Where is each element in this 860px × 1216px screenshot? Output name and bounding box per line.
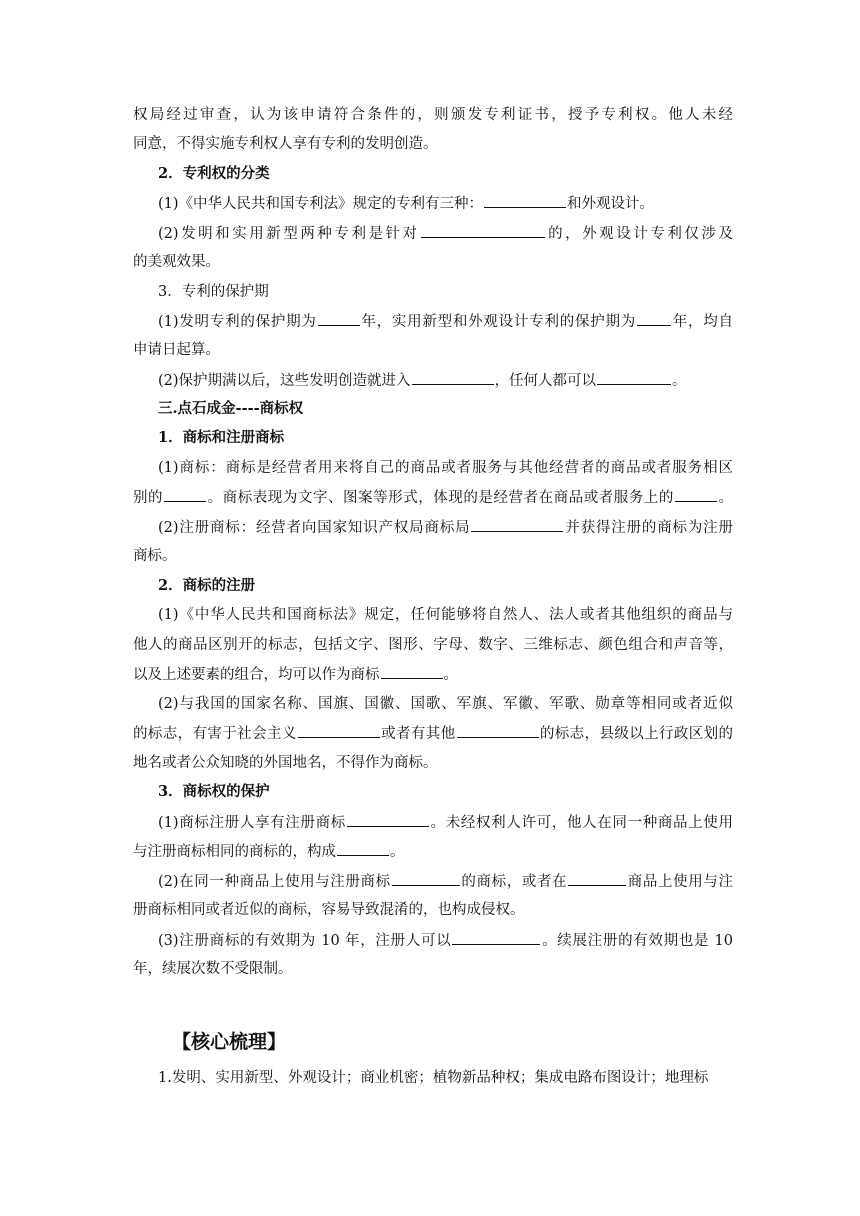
fill-in-item: (2)保护期满以后，这些发明创造就进入 ，任何人都可以 。 <box>158 370 758 391</box>
fill-in-item: (1)《中华人民共和国商标法》规定，任何能够将自然人、法人或者其他组织的商品与 <box>158 607 733 623</box>
paragraph-line: 他人的商品区别开的标志，包括文字、图形、字母、数字、三维标志、颜色组合和声音等， <box>133 637 733 653</box>
fill-in-item: (1)商标：商标是经营者用来将自己的商品或者服务与其他经营者的商品或者服务相区 <box>158 460 733 476</box>
fill-in-item: (2)注册商标：经营者向国家知识产权局商标局 并获得注册的商标为注册 <box>158 517 733 538</box>
answer-blank <box>597 370 671 385</box>
fill-in-item: (1)发明专利的保护期为 年，实用新型和外观设计专利的保护期为 年，均自 <box>158 311 733 332</box>
paragraph-line: 年，续展次数不受限制。 <box>133 961 293 977</box>
subheading-trademark-protection: 3．商标权的保护 <box>158 783 270 800</box>
subheading-patent-types: 2．专利权的分类 <box>158 165 270 182</box>
answer-blank <box>164 487 206 502</box>
fill-in-item: (2)与我国的国家名称、国旗、国徽、国歌、军旗、军徽、军歌、勋章等相同或者近似 <box>158 696 733 712</box>
paragraph-line: 同意，不得实施专利权人享有专利的发明创造。 <box>133 136 438 152</box>
fill-in-item: (2)在同一种商品上使用与注册商标 的商标，或者在 商品上使用与注 <box>158 871 733 892</box>
paragraph-line: 商标。 <box>133 548 177 564</box>
fill-in-item: (1)《中华人民共和国专利法》规定的专利有三种： 和外观设计。 <box>158 193 758 214</box>
answer-blank <box>452 930 540 945</box>
answer-blank <box>421 223 545 238</box>
subheading-patent-term: 3．专利的保护期 <box>158 284 269 300</box>
paragraph-line: 册商标相同或者近似的商标，容易导致混淆的，也构成侵权。 <box>133 902 525 918</box>
answer-blank <box>484 193 566 208</box>
answer-blank <box>675 487 717 502</box>
answer-blank <box>298 723 380 738</box>
answer-blank <box>637 311 671 326</box>
paragraph-line: 的美观效果。 <box>133 254 220 270</box>
fill-in-item: 与注册商标相同的商标的，构成 。 <box>133 841 733 862</box>
answer-blank <box>381 664 443 679</box>
answer-blank <box>337 841 389 856</box>
answer-blank <box>347 812 429 827</box>
paragraph-line: 权局经过审查，认为该申请符合条件的，则颁发专利证书，授予专利权。他人未经 <box>133 107 733 123</box>
subheading-trademark-registered: 1．商标和注册商标 <box>158 429 285 446</box>
answer-blank <box>412 370 494 385</box>
fill-in-item: 的标志，有害于社会主义 或者有其他 的标志，县级以上行政区划的 <box>133 723 733 744</box>
answer-blank <box>318 311 360 326</box>
answer-blank <box>471 517 563 532</box>
core-summary-heading: 【核心梳理】 <box>172 1031 287 1053</box>
answer-blank <box>392 871 460 886</box>
section-heading-trademark: 三.点石成金----商标权 <box>158 400 304 417</box>
fill-in-item: (3)注册商标的有效期为 10 年，注册人可以 。续展注册的有效期也是 10 <box>158 930 733 951</box>
fill-in-item: (1)商标注册人享有注册商标 。未经权利人许可，他人在同一种商品上使用 <box>158 812 733 833</box>
fill-in-item: 以及上述要素的组合，均可以作为商标 。 <box>133 664 733 685</box>
answer-blank <box>457 723 539 738</box>
fill-in-item: (2)发明和实用新型两种专利是针对 的，外观设计专利仅涉及 <box>158 223 733 244</box>
paragraph-line: 地名或者公众知晓的外国地名，不得作为商标。 <box>133 755 438 771</box>
paragraph-line: 1.发明、实用新型、外观设计；商业机密；植物新品种权；集成电路布图设计；地理标 <box>158 1070 709 1086</box>
subheading-trademark-registration: 2．商标的注册 <box>158 577 256 594</box>
answer-blank <box>568 871 626 886</box>
paragraph-line: 申请日起算。 <box>133 342 220 358</box>
fill-in-item: 别的 。商标表现为文字、图案等形式，体现的是经营者在商品或者服务上的 。 <box>133 487 733 508</box>
